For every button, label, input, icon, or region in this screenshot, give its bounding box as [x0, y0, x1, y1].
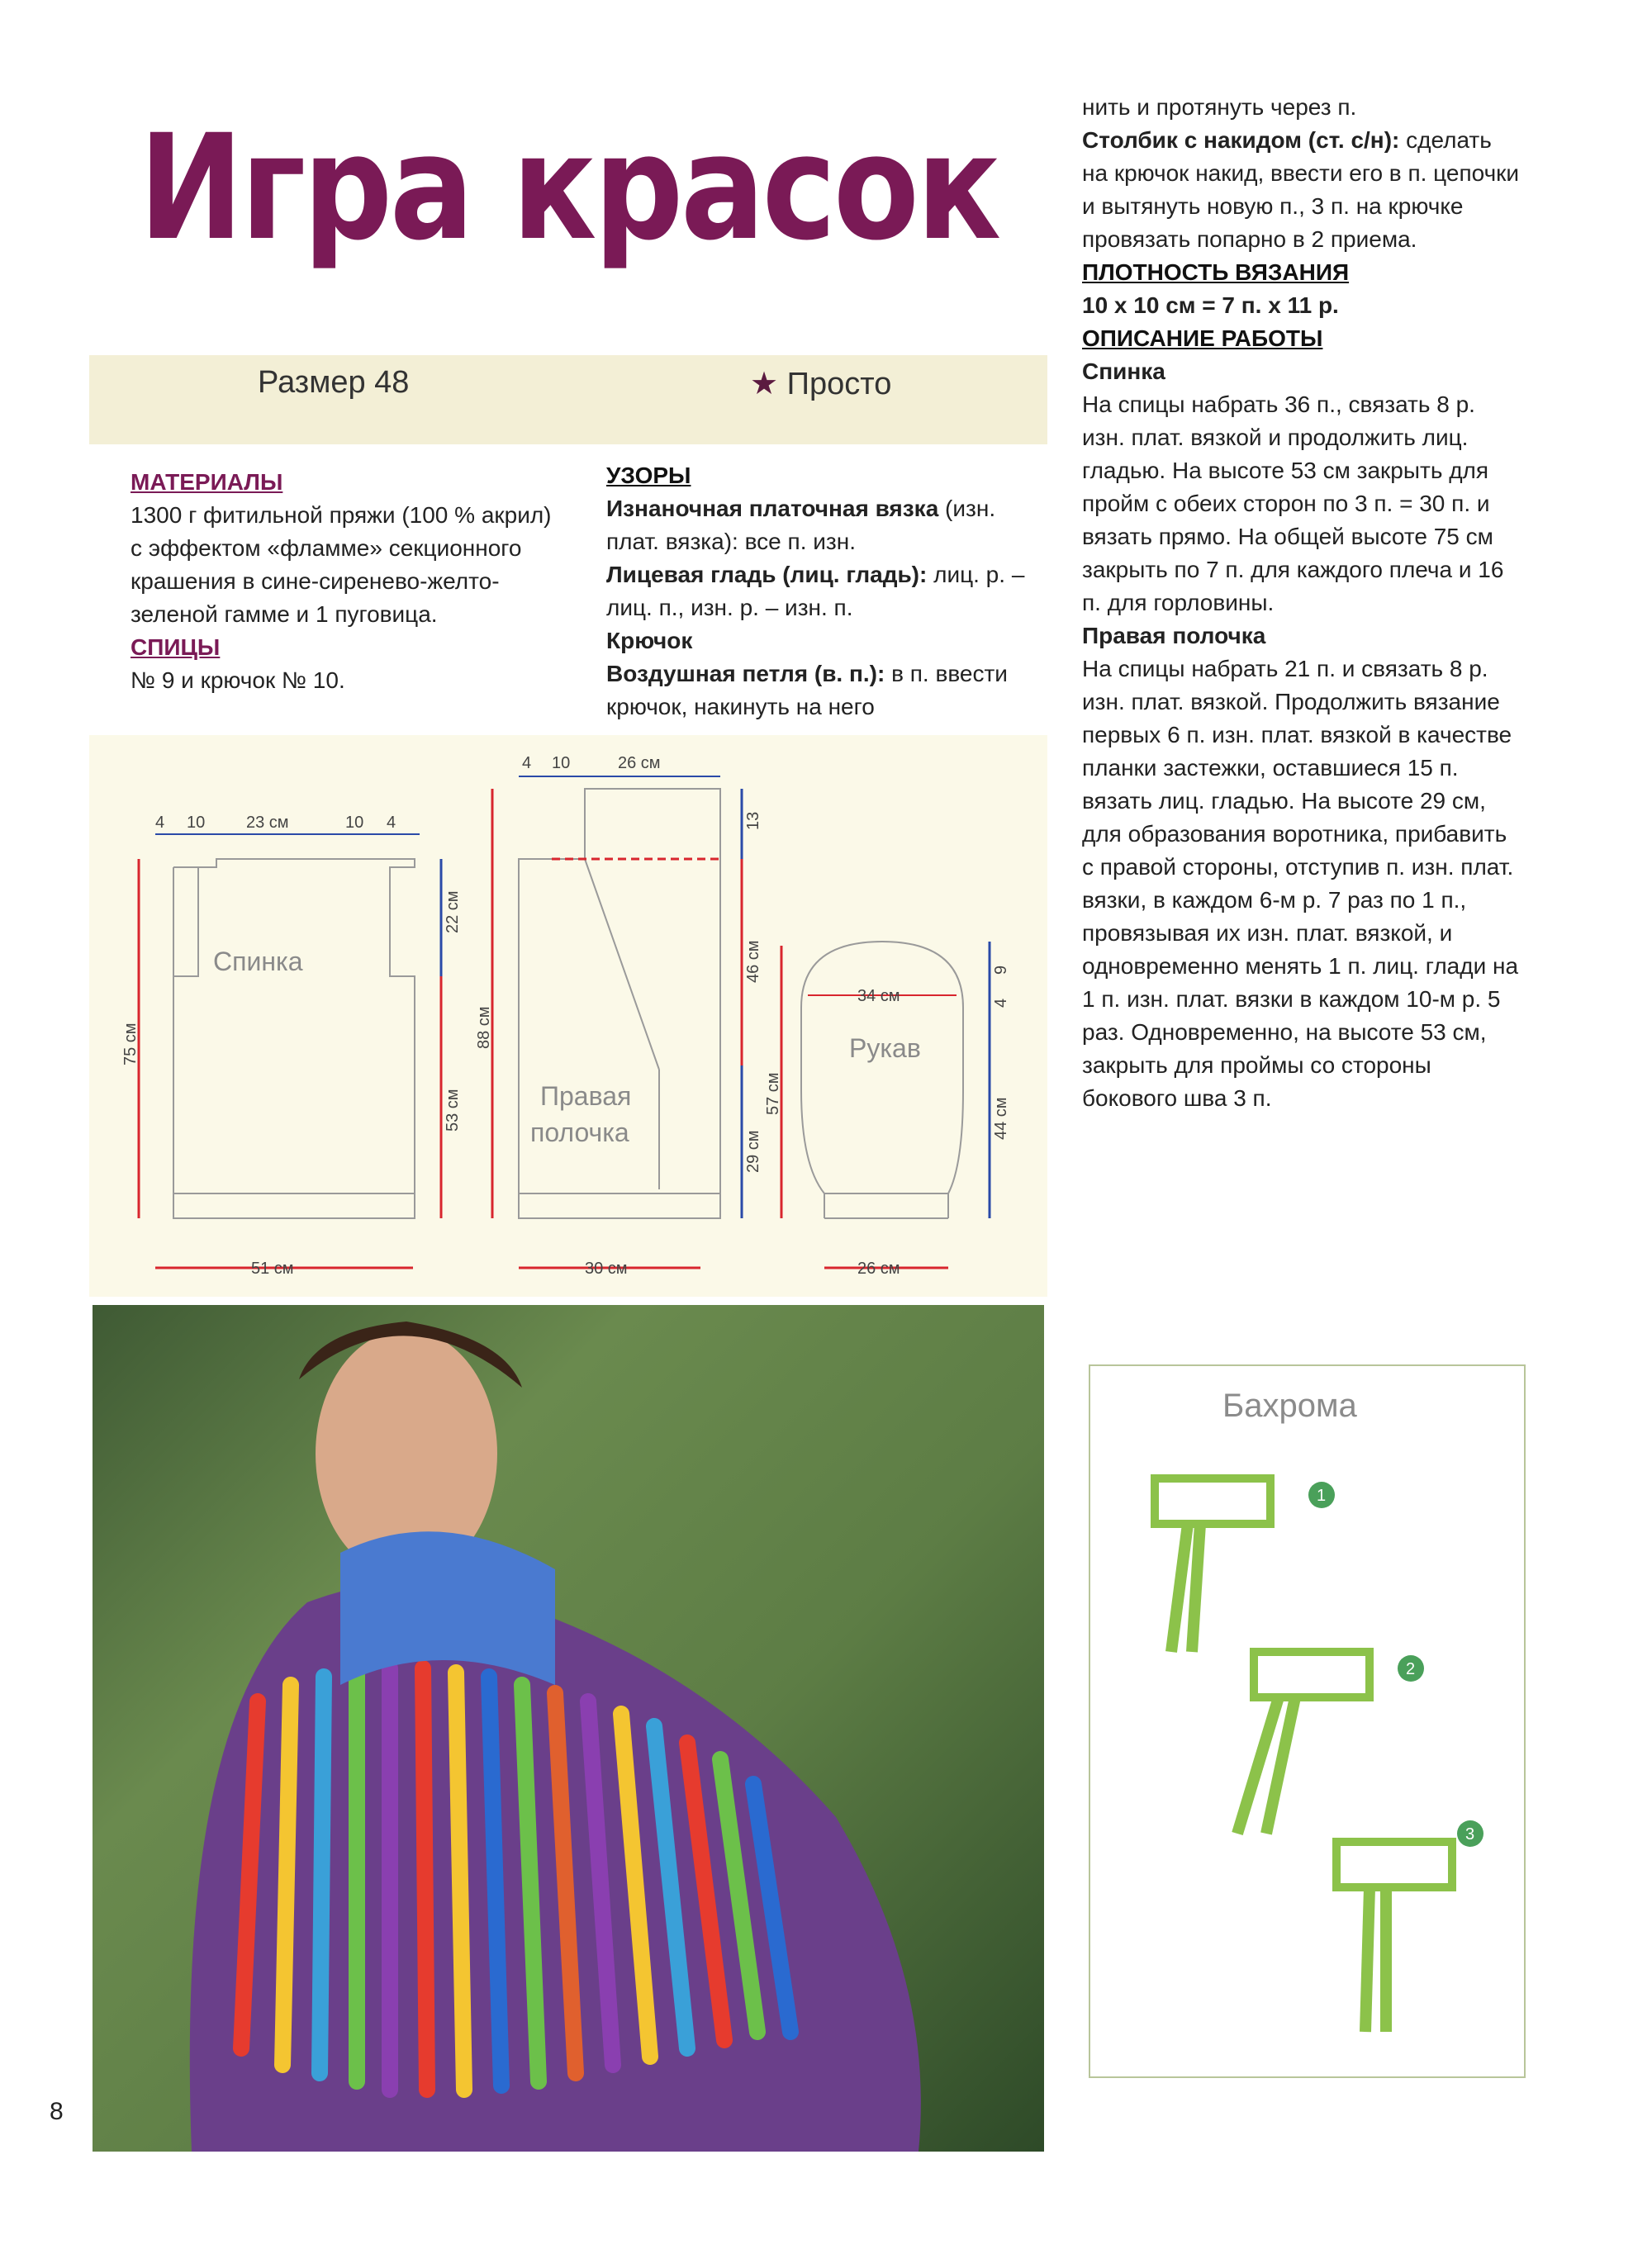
svg-text:34 см: 34 см — [857, 987, 900, 1005]
svg-text:44 см: 44 см — [992, 1097, 1010, 1140]
instructions-section — [1082, 91, 1520, 1115]
fringe-title: Бахрома — [1222, 1388, 1357, 1424]
right-front-piece — [475, 754, 762, 1278]
svg-text:3: 3 — [1465, 1825, 1475, 1844]
back-label: Спинка — [213, 947, 303, 976]
svg-text:57 см: 57 см — [764, 1072, 782, 1115]
page-title: Игра красок — [139, 103, 999, 273]
hook-title: Крючок — [606, 628, 693, 653]
gauge-heading: ПЛОТНОСТЬ ВЯЗАНИЯ — [1082, 259, 1350, 285]
svg-text:4: 4 — [155, 814, 165, 832]
front-label-1: Правая — [540, 1081, 632, 1111]
fringe-step-1 — [1155, 1478, 1335, 1652]
svg-text:88 см: 88 см — [475, 1006, 493, 1049]
work-heading: ОПИСАНИЕ РАБОТЫ — [1082, 325, 1323, 351]
svg-text:10: 10 — [552, 754, 571, 772]
patterns-heading: УЗОРЫ — [606, 463, 691, 488]
size-label: Размер 48 — [258, 365, 410, 400]
front-text: На спицы набрать 21 п. и связать 8 р. изн. плат. вязкой. Продолжить вязание первых 6 п. изн. плат. вязкой в качестве планки застежки, оставшиеся 15 п. вязать лиц. гладью. На высоте 29 см, для образования воротника, прибавить с правой стороны, отступив п. изн. плат. вязки, в каждом 6-м р. 7 раз по 1 п., провязывая их изн. плат. вязкой, и одновременно менять 1 п. лиц. глади на 1 п. изн. плат. вязки в каждом 10-м р. 5 раз. Одновременно, на высоте 53 см, закрыть для проймы со стороны бокового шва 3 п. — [1082, 656, 1519, 1111]
pattern-chain: Воздушная петля (в. п.): в п. ввести крючок, накинуть на него — [606, 661, 1008, 719]
pattern-stockinette: Лицевая гладь (лиц. гладь): лиц. р. – лиц. п., изн. р. – изн. п. — [606, 562, 1025, 620]
difficulty-label — [750, 365, 891, 402]
double-crochet-text: Столбик с накидом (ст. с/н): сделать на крючок накид, ввести его в п. цепочки и вытянуть новую п., 3 п. на крючке провязать попарно в 2 приема. — [1082, 127, 1520, 252]
materials-section — [131, 466, 568, 697]
svg-text:26 см: 26 см — [857, 1260, 900, 1278]
svg-text:75 см: 75 см — [121, 1023, 140, 1065]
svg-text:13: 13 — [744, 811, 762, 830]
svg-text:2: 2 — [1406, 1660, 1416, 1678]
svg-text:10: 10 — [187, 814, 206, 832]
sleeve-piece — [764, 942, 1010, 1278]
fringe-step-3 — [1336, 1820, 1483, 2032]
fringe-step-2 — [1237, 1652, 1424, 1834]
svg-text:4: 4 — [522, 754, 532, 772]
svg-text:4: 4 — [387, 814, 396, 832]
svg-text:29 см: 29 см — [744, 1130, 762, 1173]
needles-text: № 9 и крючок № 10. — [131, 667, 345, 693]
svg-text:9: 9 — [992, 965, 1010, 975]
pattern-purl: Изнаночная платочная вязка (изн. плат. вязка): все п. изн. — [606, 496, 996, 554]
svg-text:1: 1 — [1317, 1487, 1327, 1505]
svg-text:22 см: 22 см — [444, 890, 462, 933]
back-text: На спицы набрать 36 п., связать 8 р. изн. плат. вязкой и продолжить лиц. гладью. На высоте 53 см закрыть для пройм с обеих сторон по 3 п. = 30 п. и вязать прямо. На общей высоте 75 см закрыть по 7 п. для каждого плеча и 16 п. для горловины. — [1082, 391, 1504, 615]
svg-text:46 см: 46 см — [744, 940, 762, 983]
svg-text:51 см: 51 см — [251, 1260, 294, 1278]
materials-text: 1300 г фитильной пряжи (100 % акрил) с эффектом «фламме» секционного крашения в сине-сиренево-желто-зеленой гамме и 1 пуговица. — [131, 502, 552, 627]
gauge-text: 10 х 10 см = 7 п. х 11 р. — [1082, 292, 1339, 318]
model-photo — [93, 1305, 1044, 2152]
info-band — [89, 355, 1047, 444]
sleeve-label: Рукав — [849, 1033, 921, 1063]
materials-heading: МАТЕРИАЛЫ — [131, 469, 283, 495]
svg-text:10: 10 — [345, 814, 364, 832]
svg-text:30 см: 30 см — [585, 1260, 628, 1278]
front-title: Правая полочка — [1082, 623, 1266, 648]
star-icon: ★ — [750, 367, 779, 401]
chain-continuation: нить и протянуть через п. — [1082, 94, 1357, 120]
needles-heading: СПИЦЫ — [131, 634, 221, 660]
patterns-section — [606, 459, 1044, 724]
svg-text:26 см: 26 см — [618, 754, 661, 772]
fringe-steps — [1089, 1437, 1522, 2065]
back-piece — [121, 814, 462, 1278]
svg-text:53 см: 53 см — [444, 1089, 462, 1132]
svg-text:4: 4 — [992, 998, 1010, 1008]
schematic-diagram — [89, 735, 1047, 1297]
back-title: Спинка — [1082, 358, 1165, 384]
svg-text:23 см: 23 см — [246, 814, 289, 832]
page-number: 8 — [50, 2098, 64, 2125]
difficulty-text: Просто — [786, 367, 892, 401]
front-label-2: полочка — [530, 1118, 629, 1147]
